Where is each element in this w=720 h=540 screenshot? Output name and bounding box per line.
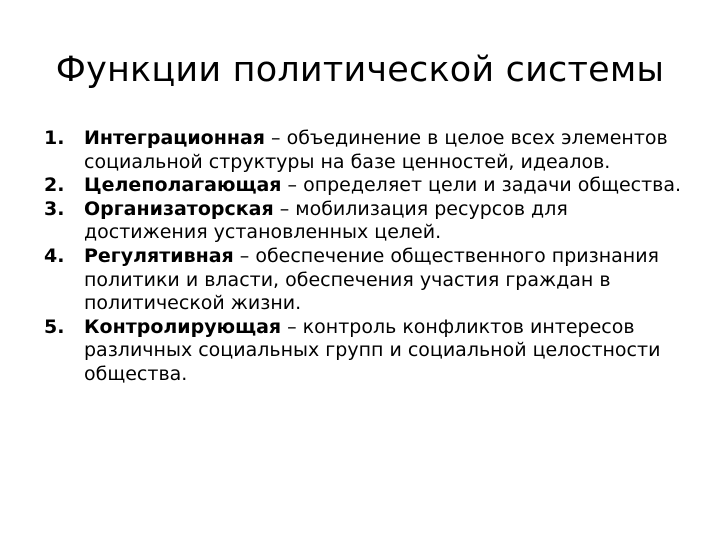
list-item — [44, 174, 694, 198]
item-description: – определяет цели и задачи общества. — [281, 174, 682, 197]
item-description: – контроль конфликтов интересов различных социальных групп и социальной целостности общества. — [84, 315, 661, 385]
list-item — [44, 245, 694, 316]
item-term: Регулятивная — [84, 244, 234, 267]
item-description: – объединение в целое всех элементов социальной структуры на базе ценностей, идеалов. — [84, 127, 668, 173]
item-term: Контролирующая — [84, 315, 282, 338]
functions-list — [44, 127, 694, 387]
item-number: 1. — [44, 127, 65, 149]
item-number: 5. — [44, 315, 65, 338]
item-number: 3. — [44, 197, 65, 220]
item-number: 4. — [44, 244, 65, 267]
item-description: – обеспечение общественного признания политики и власти, обеспечения участия граждан в политической жизни. — [84, 244, 659, 315]
item-term: Интеграционная — [84, 127, 266, 149]
item-number: 2. — [44, 174, 65, 197]
list-item — [44, 316, 694, 387]
list-item — [44, 198, 694, 245]
item-term: Организаторская — [84, 197, 274, 220]
list-item — [44, 127, 694, 174]
item-term: Целеполагающая — [84, 174, 282, 197]
slide-title: Функции политической системы — [55, 50, 665, 90]
item-description: – мобилизация ресурсов для достижения установленных целей. — [84, 197, 568, 244]
